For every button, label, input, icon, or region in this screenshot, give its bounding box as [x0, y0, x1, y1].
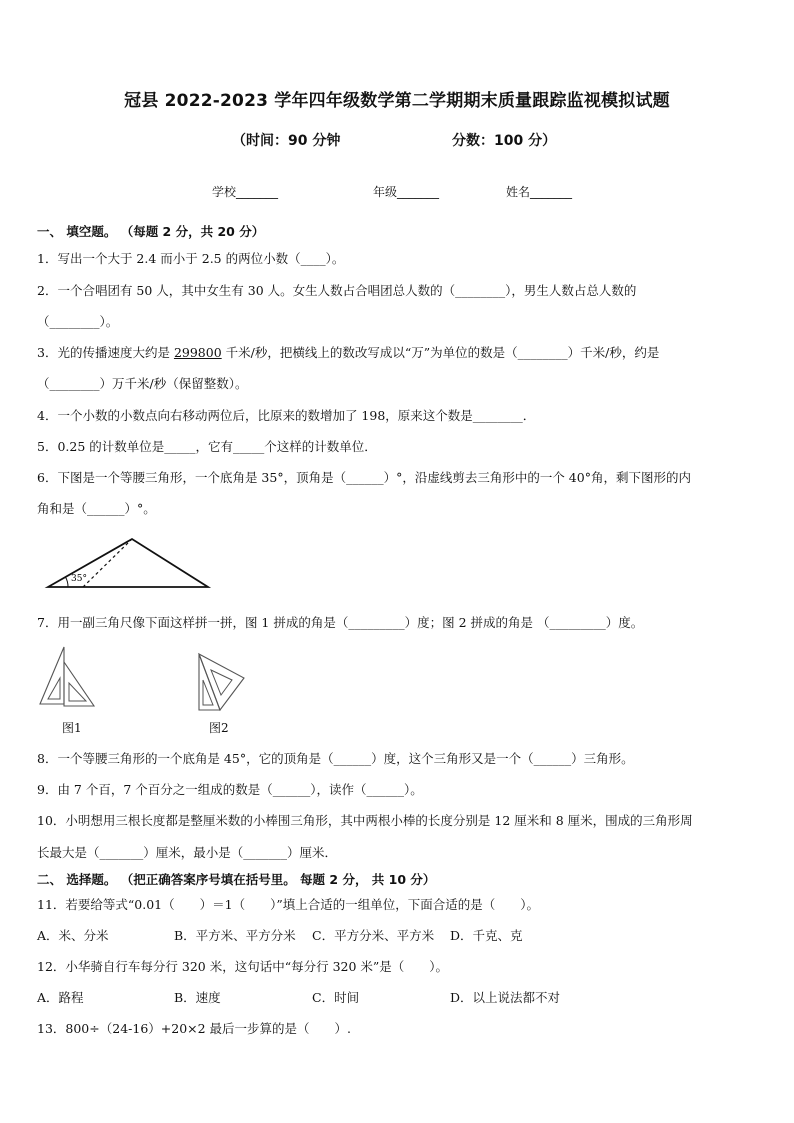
ruler-2a-inner: [203, 680, 213, 705]
figure-1-label: 图1: [62, 721, 82, 735]
section-fill-in-heading: 一、 填空题。 （每题 2 分，共 20 分）: [37, 224, 265, 239]
question-6-line-1: 6．下图是一个等腰三角形，一个底角是 35°，顶角是（______）°，沿虚线剪去三角形中的一个 40°角，剩下图形的内: [37, 470, 691, 485]
question-3-line-1: [37, 345, 659, 361]
question-3-underlined-number: 299800: [173, 345, 222, 360]
question-1: 1．写出一个大于 2.4 而小于 2.5 的两位小数（____）。: [37, 251, 345, 266]
total-score: 分数：100 分）: [452, 133, 557, 149]
figure-2-label: 图2: [209, 721, 229, 735]
set-square-figure-1: [36, 644, 96, 712]
ruler-2b-inner: [211, 670, 232, 695]
triangle-ruler-2b: [199, 654, 244, 710]
question-9: 9．由 7 个百，7 个百分之一组成的数是（______），读作（______）。: [37, 782, 423, 797]
grade-field: 年级_______: [373, 185, 440, 199]
question-3-line-2: （________）万千米/秒（保留整数）。: [37, 376, 248, 391]
question-6-line-2: 角和是（______）°。: [37, 501, 156, 516]
isosceles-triangle-figure: [44, 535, 214, 593]
question-2-line-1: 2．一个合唱团有 50 人，其中女生有 30 人。女生人数占合唱团总人数的（________），男生人数占总人数的: [37, 283, 637, 298]
question-13: 13．800÷（24-16）+20×2 最后一步算的是（ ）.: [37, 1021, 352, 1036]
question-12: 12．小华骑自行车每分行 320 米，这句话中“每分行 320 米”是（ ）。: [37, 959, 449, 974]
angle-label: 35°: [71, 574, 87, 584]
question-5: 5．0.25 的计数单位是_____，它有_____个这样的计数单位．: [37, 439, 377, 454]
question-11-option-c: C．平方分米、平方米: [312, 928, 435, 943]
ruler-1b-inner: [69, 683, 86, 701]
question-11: 11．若要给等式“0.01（ ）＝1（ ）”填上合适的一组单位，下面合适的是（ ）。: [37, 897, 539, 912]
angle-arc: [66, 577, 69, 587]
question-12-option-c: C．时间: [312, 990, 360, 1005]
question-12-option-b: B．速度: [174, 990, 221, 1005]
question-3-text-after: 千米/秒，把横线上的数改写成以“万”为单位的数是（________）千米/秒，约是: [221, 345, 660, 360]
question-7: 7．用一副三角尺像下面这样拼一拼，图 1 拼成的角是（_________）度；图 2 拼成的角是 （_________）度。: [37, 615, 644, 630]
question-8: 8．一个等腰三角形的一个底角是 45°，它的顶角是（______）度，这个三角形又是一个（______）三角形。: [37, 751, 634, 766]
question-12-option-a: A．路程: [37, 990, 84, 1005]
time-limit: （时间：90 分钟: [232, 133, 341, 149]
question-2-line-2: （________）。: [37, 314, 119, 329]
question-11-option-b: B．平方米、平方分米: [174, 928, 296, 943]
question-3-text-before: 3．光的传播速度大约是: [37, 345, 174, 360]
set-square-figure-2: [194, 650, 250, 714]
question-12-option-d: D．以上说法都不对: [450, 990, 561, 1005]
question-10-line-1: 10．小明想用三根长度都是整厘米数的小棒围三角形，其中两根小棒的长度分别是 12 厘米和 8 厘米，围成的三角形周: [37, 813, 693, 828]
question-11-option-d: D．千克、克: [450, 928, 523, 943]
question-10-line-2: 长最大是（_______）厘米，最小是（_______）厘米．: [37, 845, 338, 860]
school-field: 学校_______: [212, 185, 279, 199]
question-4: 4．一个小数的小数点向右移动两位后，比原来的数增加了 198，原来这个数是________．: [37, 408, 536, 423]
section-choice-heading: 二、 选择题。 （把正确答案序号填在括号里。 每题 2 分， 共 10 分）: [37, 872, 436, 887]
page-title: 冠县 2022-2023 学年四年级数学第二学期期末质量跟踪监视模拟试题: [124, 91, 670, 111]
name-field: 姓名_______: [506, 185, 573, 199]
question-11-option-a: A．米、分米: [37, 928, 109, 943]
